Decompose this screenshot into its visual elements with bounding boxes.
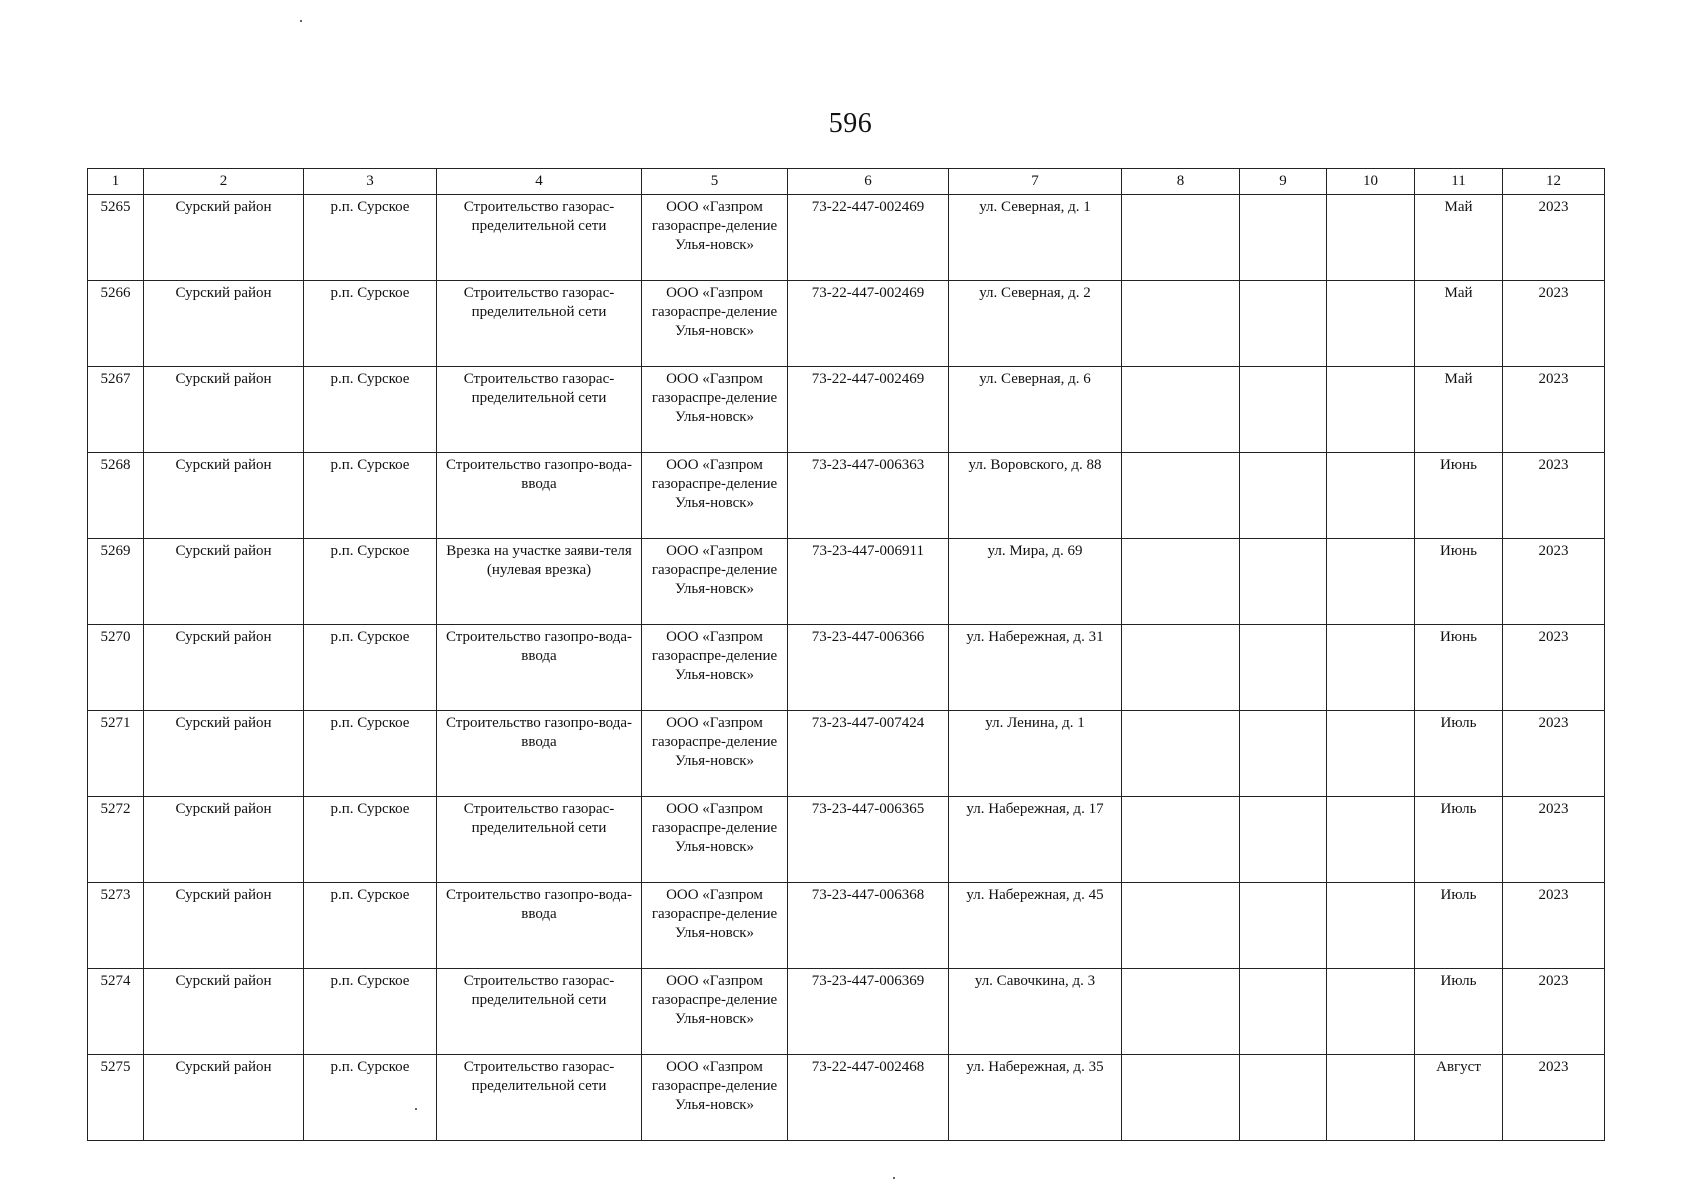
cell-locality: р.п. Сурское [304,711,437,797]
column-header-2: 2 [144,169,304,195]
register-table [87,168,1605,1141]
cell-work-type: Строительство газорас-пределительной сети [437,1055,642,1141]
cell-address: ул. Северная, д. 1 [949,195,1122,281]
cell-object-code: 73-23-447-006368 [788,883,949,969]
cell-district: Сурский район [144,281,304,367]
cell-month: Июль [1415,797,1503,883]
cell-number: 5270 [88,625,144,711]
cell-col-9 [1240,711,1327,797]
cell-district: Сурский район [144,539,304,625]
cell-object-code: 73-23-447-006365 [788,797,949,883]
cell-district: Сурский район [144,1055,304,1141]
cell-work-type: Строительство газопро-вода-ввода [437,453,642,539]
cell-organization: ООО «Газпром газораспре-деление Улья-новск» [642,1055,788,1141]
cell-organization: ООО «Газпром газораспре-деление Улья-новск» [642,195,788,281]
cell-year: 2023 [1503,969,1605,1055]
cell-organization: ООО «Газпром газораспре-деление Улья-новск» [642,797,788,883]
cell-month: Июнь [1415,539,1503,625]
cell-address: ул. Набережная, д. 17 [949,797,1122,883]
cell-year: 2023 [1503,195,1605,281]
cell-locality: р.п. Сурское [304,625,437,711]
cell-col-8 [1122,195,1240,281]
cell-col-9 [1240,1055,1327,1141]
cell-col-10 [1327,625,1415,711]
table-row [88,711,1605,797]
cell-number: 5272 [88,797,144,883]
cell-object-code: 73-23-447-006363 [788,453,949,539]
cell-work-type: Строительство газопро-вода-ввода [437,883,642,969]
cell-district: Сурский район [144,711,304,797]
cell-year: 2023 [1503,281,1605,367]
cell-locality: р.п. Сурское [304,883,437,969]
cell-col-8 [1122,711,1240,797]
column-header-4: 4 [437,169,642,195]
cell-year: 2023 [1503,883,1605,969]
cell-col-9 [1240,625,1327,711]
scan-speck [300,20,302,22]
table-row [88,625,1605,711]
column-header-10: 10 [1327,169,1415,195]
cell-object-code: 73-22-447-002469 [788,281,949,367]
cell-col-9 [1240,797,1327,883]
column-header-9: 9 [1240,169,1327,195]
cell-col-8 [1122,883,1240,969]
cell-col-10 [1327,1055,1415,1141]
cell-col-10 [1327,195,1415,281]
cell-col-9 [1240,281,1327,367]
cell-address: ул. Ленина, д. 1 [949,711,1122,797]
column-header-8: 8 [1122,169,1240,195]
cell-number: 5267 [88,367,144,453]
cell-month: Июль [1415,883,1503,969]
table-row [88,969,1605,1055]
cell-col-8 [1122,539,1240,625]
cell-address: ул. Северная, д. 2 [949,281,1122,367]
table-row [88,453,1605,539]
cell-work-type: Строительство газопро-вода-ввода [437,625,642,711]
cell-organization: ООО «Газпром газораспре-деление Улья-новск» [642,367,788,453]
cell-col-10 [1327,281,1415,367]
cell-number: 5268 [88,453,144,539]
cell-col-10 [1327,453,1415,539]
cell-address: ул. Воровского, д. 88 [949,453,1122,539]
column-header-11: 11 [1415,169,1503,195]
cell-col-9 [1240,195,1327,281]
table-row [88,367,1605,453]
cell-locality: р.п. Сурское [304,1055,437,1141]
column-header-3: 3 [304,169,437,195]
cell-month: Июнь [1415,453,1503,539]
cell-month: Май [1415,195,1503,281]
register-body [88,195,1605,1141]
scan-speck [893,1177,895,1179]
column-header-1: 1 [88,169,144,195]
cell-object-code: 73-22-447-002469 [788,195,949,281]
cell-organization: ООО «Газпром газораспре-деление Улья-новск» [642,883,788,969]
cell-col-8 [1122,367,1240,453]
cell-district: Сурский район [144,453,304,539]
table-row [88,883,1605,969]
cell-month: Август [1415,1055,1503,1141]
cell-address: ул. Савочкина, д. 3 [949,969,1122,1055]
cell-year: 2023 [1503,625,1605,711]
column-header-7: 7 [949,169,1122,195]
cell-month: Июль [1415,969,1503,1055]
cell-organization: ООО «Газпром газораспре-деление Улья-новск» [642,711,788,797]
cell-object-code: 73-23-447-006369 [788,969,949,1055]
header-row [88,169,1605,195]
cell-locality: р.п. Сурское [304,195,437,281]
cell-month: Июнь [1415,625,1503,711]
cell-organization: ООО «Газпром газораспре-деление Улья-новск» [642,969,788,1055]
cell-district: Сурский район [144,883,304,969]
table-row [88,539,1605,625]
cell-number: 5266 [88,281,144,367]
cell-locality: р.п. Сурское [304,969,437,1055]
cell-year: 2023 [1503,1055,1605,1141]
cell-locality: р.п. Сурское [304,797,437,883]
cell-address: ул. Набережная, д. 35 [949,1055,1122,1141]
cell-locality: р.п. Сурское [304,281,437,367]
cell-work-type: Строительство газопро-вода-ввода [437,711,642,797]
cell-district: Сурский район [144,367,304,453]
table-row [88,281,1605,367]
cell-col-10 [1327,711,1415,797]
cell-number: 5269 [88,539,144,625]
cell-work-type: Строительство газорас-пределительной сети [437,195,642,281]
cell-year: 2023 [1503,711,1605,797]
cell-object-code: 73-23-447-007424 [788,711,949,797]
table-row [88,195,1605,281]
cell-month: Июль [1415,711,1503,797]
cell-col-8 [1122,625,1240,711]
cell-district: Сурский район [144,969,304,1055]
cell-col-9 [1240,969,1327,1055]
cell-address: ул. Северная, д. 6 [949,367,1122,453]
cell-col-9 [1240,539,1327,625]
cell-col-8 [1122,1055,1240,1141]
cell-col-8 [1122,281,1240,367]
cell-col-8 [1122,453,1240,539]
cell-work-type: Строительство газорас-пределительной сети [437,367,642,453]
cell-year: 2023 [1503,797,1605,883]
cell-organization: ООО «Газпром газораспре-деление Улья-новск» [642,281,788,367]
cell-object-code: 73-22-447-002468 [788,1055,949,1141]
cell-month: Май [1415,281,1503,367]
cell-object-code: 73-23-447-006366 [788,625,949,711]
cell-month: Май [1415,367,1503,453]
cell-organization: ООО «Газпром газораспре-деление Улья-новск» [642,453,788,539]
cell-col-10 [1327,883,1415,969]
column-header-5: 5 [642,169,788,195]
cell-object-code: 73-23-447-006911 [788,539,949,625]
cell-work-type: Строительство газорас-пределительной сети [437,797,642,883]
cell-number: 5265 [88,195,144,281]
cell-object-code: 73-22-447-002469 [788,367,949,453]
cell-number: 5273 [88,883,144,969]
cell-district: Сурский район [144,195,304,281]
cell-col-9 [1240,883,1327,969]
cell-col-10 [1327,539,1415,625]
cell-col-10 [1327,969,1415,1055]
cell-col-8 [1122,797,1240,883]
cell-year: 2023 [1503,453,1605,539]
cell-organization: ООО «Газпром газораспре-деление Улья-новск» [642,625,788,711]
cell-col-8 [1122,969,1240,1055]
cell-work-type: Строительство газорас-пределительной сети [437,281,642,367]
cell-locality: р.п. Сурское [304,453,437,539]
cell-number: 5271 [88,711,144,797]
page-number: 596 [828,108,873,139]
cell-locality: р.п. Сурское [304,367,437,453]
column-header-12: 12 [1503,169,1605,195]
cell-number: 5275 [88,1055,144,1141]
cell-locality: р.п. Сурское [304,539,437,625]
cell-organization: ООО «Газпром газораспре-деление Улья-новск» [642,539,788,625]
cell-work-type: Врезка на участке заяви-теля (нулевая врезка) [437,539,642,625]
cell-address: ул. Набережная, д. 45 [949,883,1122,969]
cell-address: ул. Мира, д. 69 [949,539,1122,625]
cell-number: 5274 [88,969,144,1055]
table-row [88,797,1605,883]
cell-year: 2023 [1503,367,1605,453]
cell-year: 2023 [1503,539,1605,625]
column-header-6: 6 [788,169,949,195]
cell-address: ул. Набережная, д. 31 [949,625,1122,711]
cell-work-type: Строительство газорас-пределительной сети [437,969,642,1055]
cell-col-10 [1327,797,1415,883]
cell-col-9 [1240,453,1327,539]
cell-district: Сурский район [144,797,304,883]
cell-col-9 [1240,367,1327,453]
cell-col-10 [1327,367,1415,453]
table-row [88,1055,1605,1141]
cell-district: Сурский район [144,625,304,711]
